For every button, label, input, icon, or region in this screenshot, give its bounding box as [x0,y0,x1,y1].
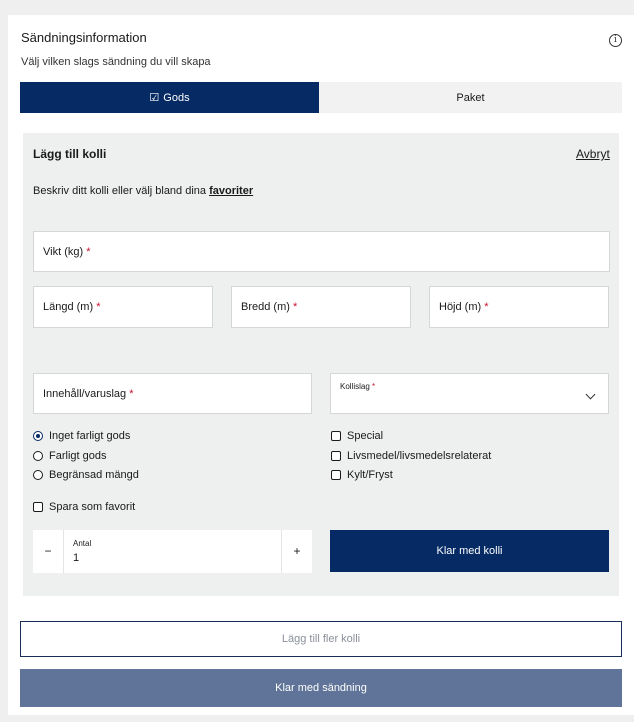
required-marker: * [96,301,101,313]
length-label-text: Längd (m) [43,301,94,313]
done-shipment-button[interactable]: Klar med sändning [20,669,622,707]
radio-label: Begränsad mängd [49,469,139,481]
radio-checked-icon [33,431,43,441]
divider [63,530,64,573]
radio-label: Farligt gods [49,450,107,462]
weight-field[interactable] [33,231,610,272]
cancel-link[interactable]: Avbryt [576,147,610,161]
radio-limited-quantity[interactable] [33,469,139,481]
package-type-select[interactable] [330,373,609,414]
favorites-link[interactable]: favoriter [209,185,254,197]
page-subtitle: Välj vilken slags sändning du vill skapa [21,56,211,68]
checkbox-icon [33,502,43,512]
tab-paket-label: Paket [456,91,485,104]
quantity-stepper [33,530,312,573]
chevron-down-icon [586,390,596,400]
weight-label-text: Vikt (kg) [43,245,84,258]
required-marker: * [484,301,489,313]
describe-prefix: Beskriv ditt kolli eller välj bland dina [33,185,207,197]
length-label [43,301,100,313]
radio-no-dangerous-goods[interactable] [33,430,130,442]
contents-label-text: Innehåll/varuslag [43,387,127,400]
panel-title: Lägg till kolli [33,147,107,161]
package-type-label [340,382,375,391]
width-label-text: Bredd (m) [241,301,290,313]
checkbox-chilled-frozen[interactable] [331,469,393,481]
package-type-label-text: Kollislag [340,382,370,391]
info-icon[interactable]: i [609,34,622,47]
tab-paket[interactable] [319,82,622,113]
quantity-input[interactable]: 1 [73,552,80,564]
height-field[interactable] [429,286,609,328]
checkbox-label: Livsmedel/livsmedelsrelaterat [347,450,492,462]
radio-icon [33,451,43,461]
checkbox-checked-icon: ☑ [149,91,160,104]
checkbox-food[interactable] [331,450,491,462]
checkbox-label: Spara som favorit [49,501,136,513]
required-marker: * [372,382,376,391]
required-marker: * [292,301,298,313]
done-package-button[interactable]: Klar med kolli [330,530,609,572]
add-more-packages-button[interactable]: Lägg till fler kolli [20,621,622,657]
required-marker: * [86,245,91,258]
contents-label [43,388,134,400]
page-title: Sändningsinformation [21,30,147,45]
checkbox-icon [331,470,341,480]
height-label-text: Höjd (m) [439,301,482,313]
checkbox-icon [331,451,341,461]
radio-dangerous-goods[interactable] [33,450,106,462]
contents-field[interactable] [33,373,312,414]
checkbox-save-favorite[interactable] [33,501,135,513]
weight-label [43,246,90,258]
tab-gods-label: Gods [163,91,190,104]
radio-icon [33,470,43,480]
radio-label: Inget farligt gods [49,430,131,442]
width-field[interactable] [231,286,411,328]
checkbox-special[interactable] [331,430,383,442]
required-marker: * [129,387,134,400]
describe-text [33,185,253,197]
checkbox-label: Special [347,430,384,442]
length-field[interactable] [33,286,213,328]
height-label [439,301,489,313]
tab-gods[interactable] [20,82,319,113]
checkbox-label: Kylt/Fryst [347,469,393,481]
checkbox-icon [331,431,341,441]
increment-button[interactable]: + [293,544,301,558]
quantity-label: Antal [73,539,92,548]
add-package-panel [23,133,619,596]
decrement-button[interactable]: − [44,544,52,558]
width-label [241,301,297,313]
